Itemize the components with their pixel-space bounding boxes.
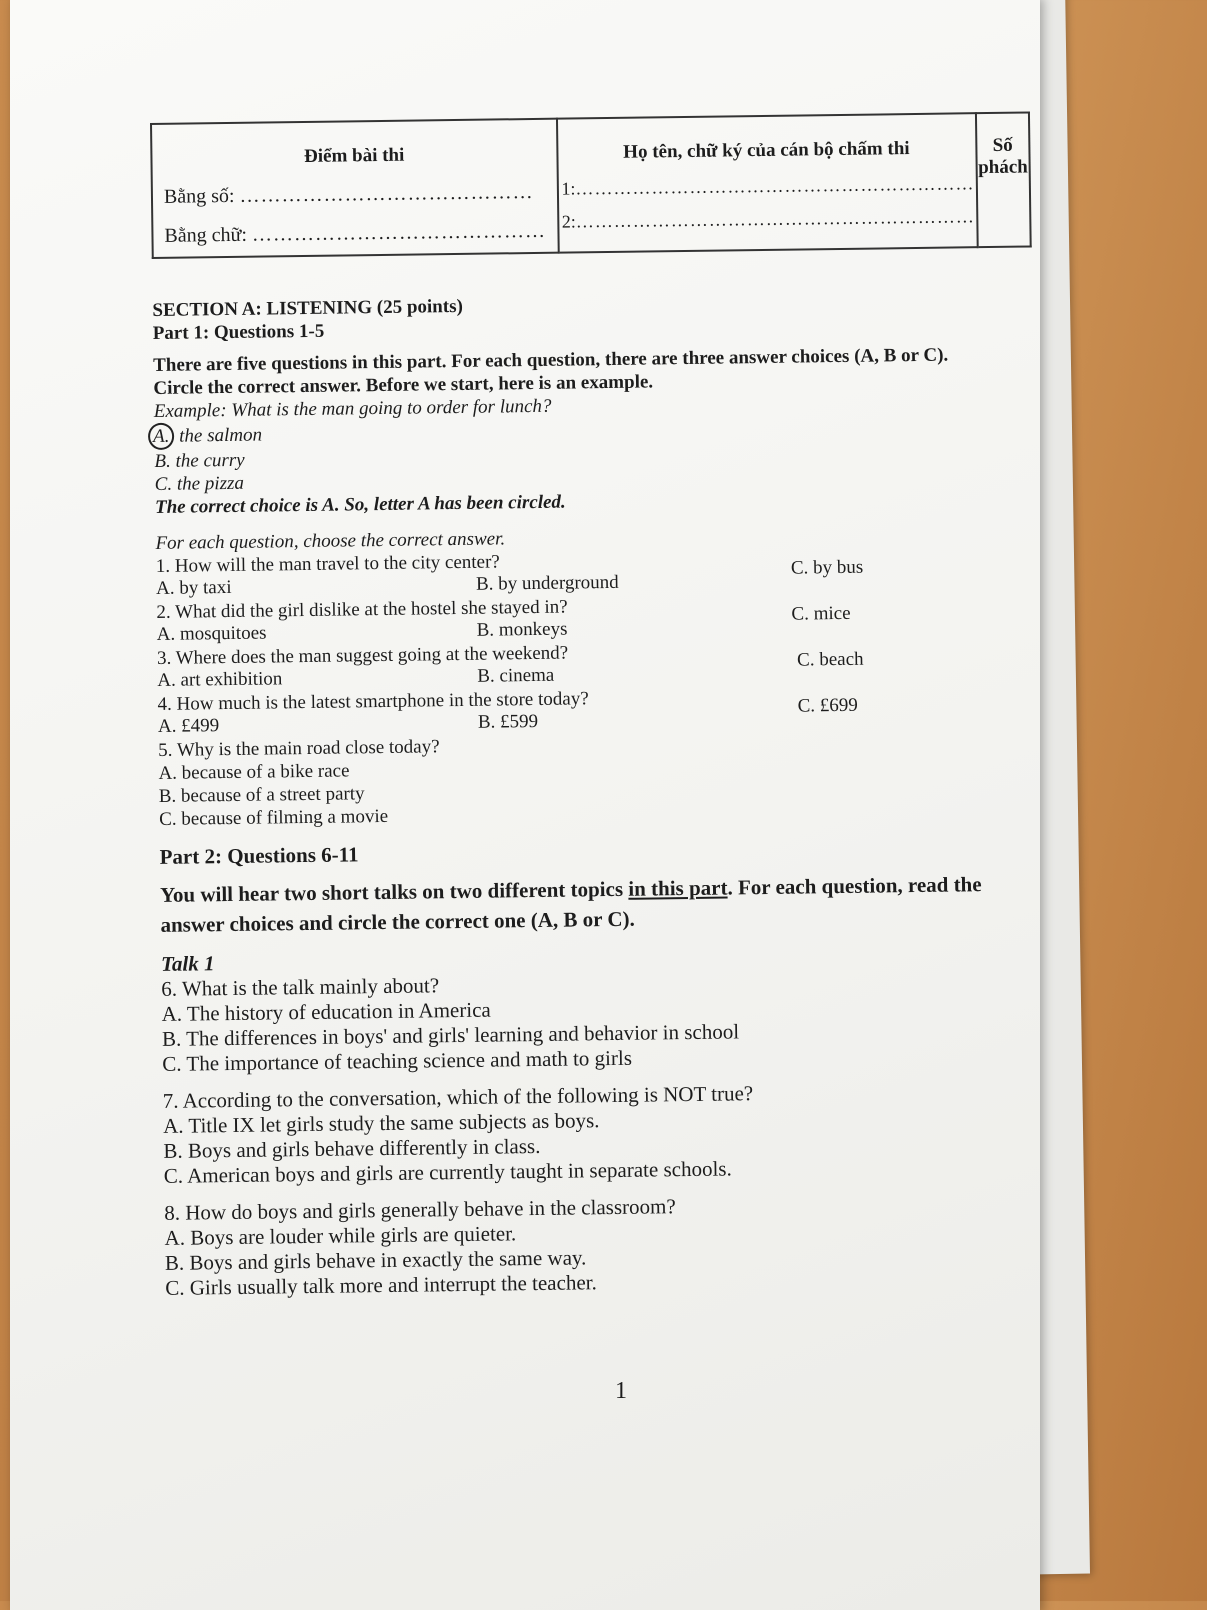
option-a: A. by taxi	[155, 576, 232, 599]
code-header: Số phách	[978, 134, 1028, 179]
part-2-title: Part 2: Questions 6-11	[159, 842, 359, 869]
question-7: 7. According to the conversation, which of the following is NOT true?	[162, 1081, 754, 1113]
question-5: 5. Why is the main road close today?	[158, 736, 440, 761]
option-c: C. beach	[796, 648, 864, 671]
question-1: 1. How will the man travel to the city center?	[155, 551, 500, 577]
score-header: Điểm bài thi	[303, 144, 405, 167]
dotted-line: ………………………………………………………	[575, 173, 975, 199]
examiner-1-line	[559, 167, 974, 205]
section-a-title: SECTION A: LISTENING (25 points)	[152, 295, 463, 321]
examiner-header: Họ tên, chữ ký của cán bộ chấm thi	[623, 138, 910, 163]
example-option-b: B. the curry	[154, 449, 245, 472]
question-6-option-c: C. The importance of teaching science and math to girls	[162, 1045, 633, 1076]
score-by-words	[154, 212, 556, 256]
dotted-line: ………………………………………………………	[575, 206, 975, 232]
question-8-option-c: C. Girls usually talk more and interrupt the teacher.	[165, 1270, 597, 1300]
example-option-a-text: the salmon	[174, 424, 263, 447]
question-7-option-a: A. Title IX let girls study the same subjects as boys.	[162, 1108, 600, 1138]
part-1-title: Part 1: Questions 1-5	[152, 320, 325, 344]
code-cell	[975, 112, 1030, 247]
option-b: B. £599	[477, 710, 539, 733]
option-b: B. cinema	[477, 664, 555, 687]
by-number-label: Bằng số:	[163, 184, 235, 208]
question-8: 8. How do boys and girls generally behave in the classroom?	[164, 1194, 676, 1225]
option-a: A. £499	[157, 715, 220, 737]
example-question: Example: What is the man going to order for lunch?	[153, 395, 552, 422]
dotted-line: ……………………………………	[239, 180, 534, 207]
instructions-underlined: in this part	[628, 875, 728, 901]
score-table	[150, 111, 1032, 259]
part-1-prompt: For each question, choose the correct answer.	[155, 528, 506, 554]
examiner-2-line	[560, 200, 975, 238]
option-a: A. mosquitoes	[156, 622, 267, 645]
example-option-c: C. the pizza	[154, 472, 245, 495]
part-1-instructions: There are five questions in this part. For each question, there are three answer choices (A, B or C). Circle the correct answer. Before we start, here is an example.	[153, 344, 949, 399]
question-2: 2. What did the girl dislike at the hostel she stayed in?	[156, 596, 568, 623]
option-b: B. by underground	[475, 571, 619, 595]
instructions-end: . For each question, read the answer choices and circle the correct one (A, B or C).	[160, 872, 982, 937]
examiner-2-label: 2:	[561, 211, 576, 232]
option-c: C. by bus	[790, 556, 864, 579]
question-3: 3. Where does the man suggest going at the weekend?	[156, 642, 569, 669]
option-b: B. monkeys	[476, 618, 568, 641]
question-8-option-b: B. Boys and girls behave in exactly the same way.	[164, 1245, 587, 1275]
question-7-option-b: B. Boys and girls behave differently in class.	[163, 1133, 541, 1163]
question-7-option-c: C. American boys and girls are currently taught in separate schools.	[163, 1156, 732, 1188]
examiner-1-label: 1:	[561, 178, 576, 199]
question-5-option-b: B. because of a street party	[158, 783, 365, 807]
dotted-line: ……………………………………	[251, 219, 547, 246]
example-note: The correct choice is A. So, letter A has been circled.	[154, 491, 566, 518]
exam-page	[10, 0, 1040, 1610]
question-6-option-a: A. The history of education in America	[161, 997, 491, 1026]
score-by-number	[154, 173, 556, 217]
question-5-option-a: A. because of a bike race	[158, 760, 350, 784]
option-a: A. art exhibition	[157, 668, 283, 691]
instructions-start: You will hear two short talks on two different topics	[159, 876, 629, 907]
question-8-option-a: A. Boys are louder while girls are quieter.	[164, 1221, 517, 1250]
page-number: 1	[615, 1378, 627, 1404]
by-words-label: Bằng chữ:	[164, 223, 248, 247]
question-6-option-b: B. The differences in boys' and girls' learning and behavior in school	[161, 1019, 740, 1051]
talk-1-title: Talk 1	[160, 951, 215, 976]
question-5-option-c: C. because of filming a movie	[158, 805, 389, 830]
score-cell	[151, 119, 558, 258]
question-6: 6. What is the talk mainly about?	[161, 973, 440, 1001]
option-c: C. £699	[797, 694, 859, 717]
circled-answer: A.	[148, 423, 175, 450]
page-content	[150, 111, 1045, 1300]
question-4: 4. How much is the latest smartphone in the store today?	[157, 688, 589, 715]
examiner-cell	[556, 113, 977, 252]
option-c: C. mice	[791, 602, 851, 625]
